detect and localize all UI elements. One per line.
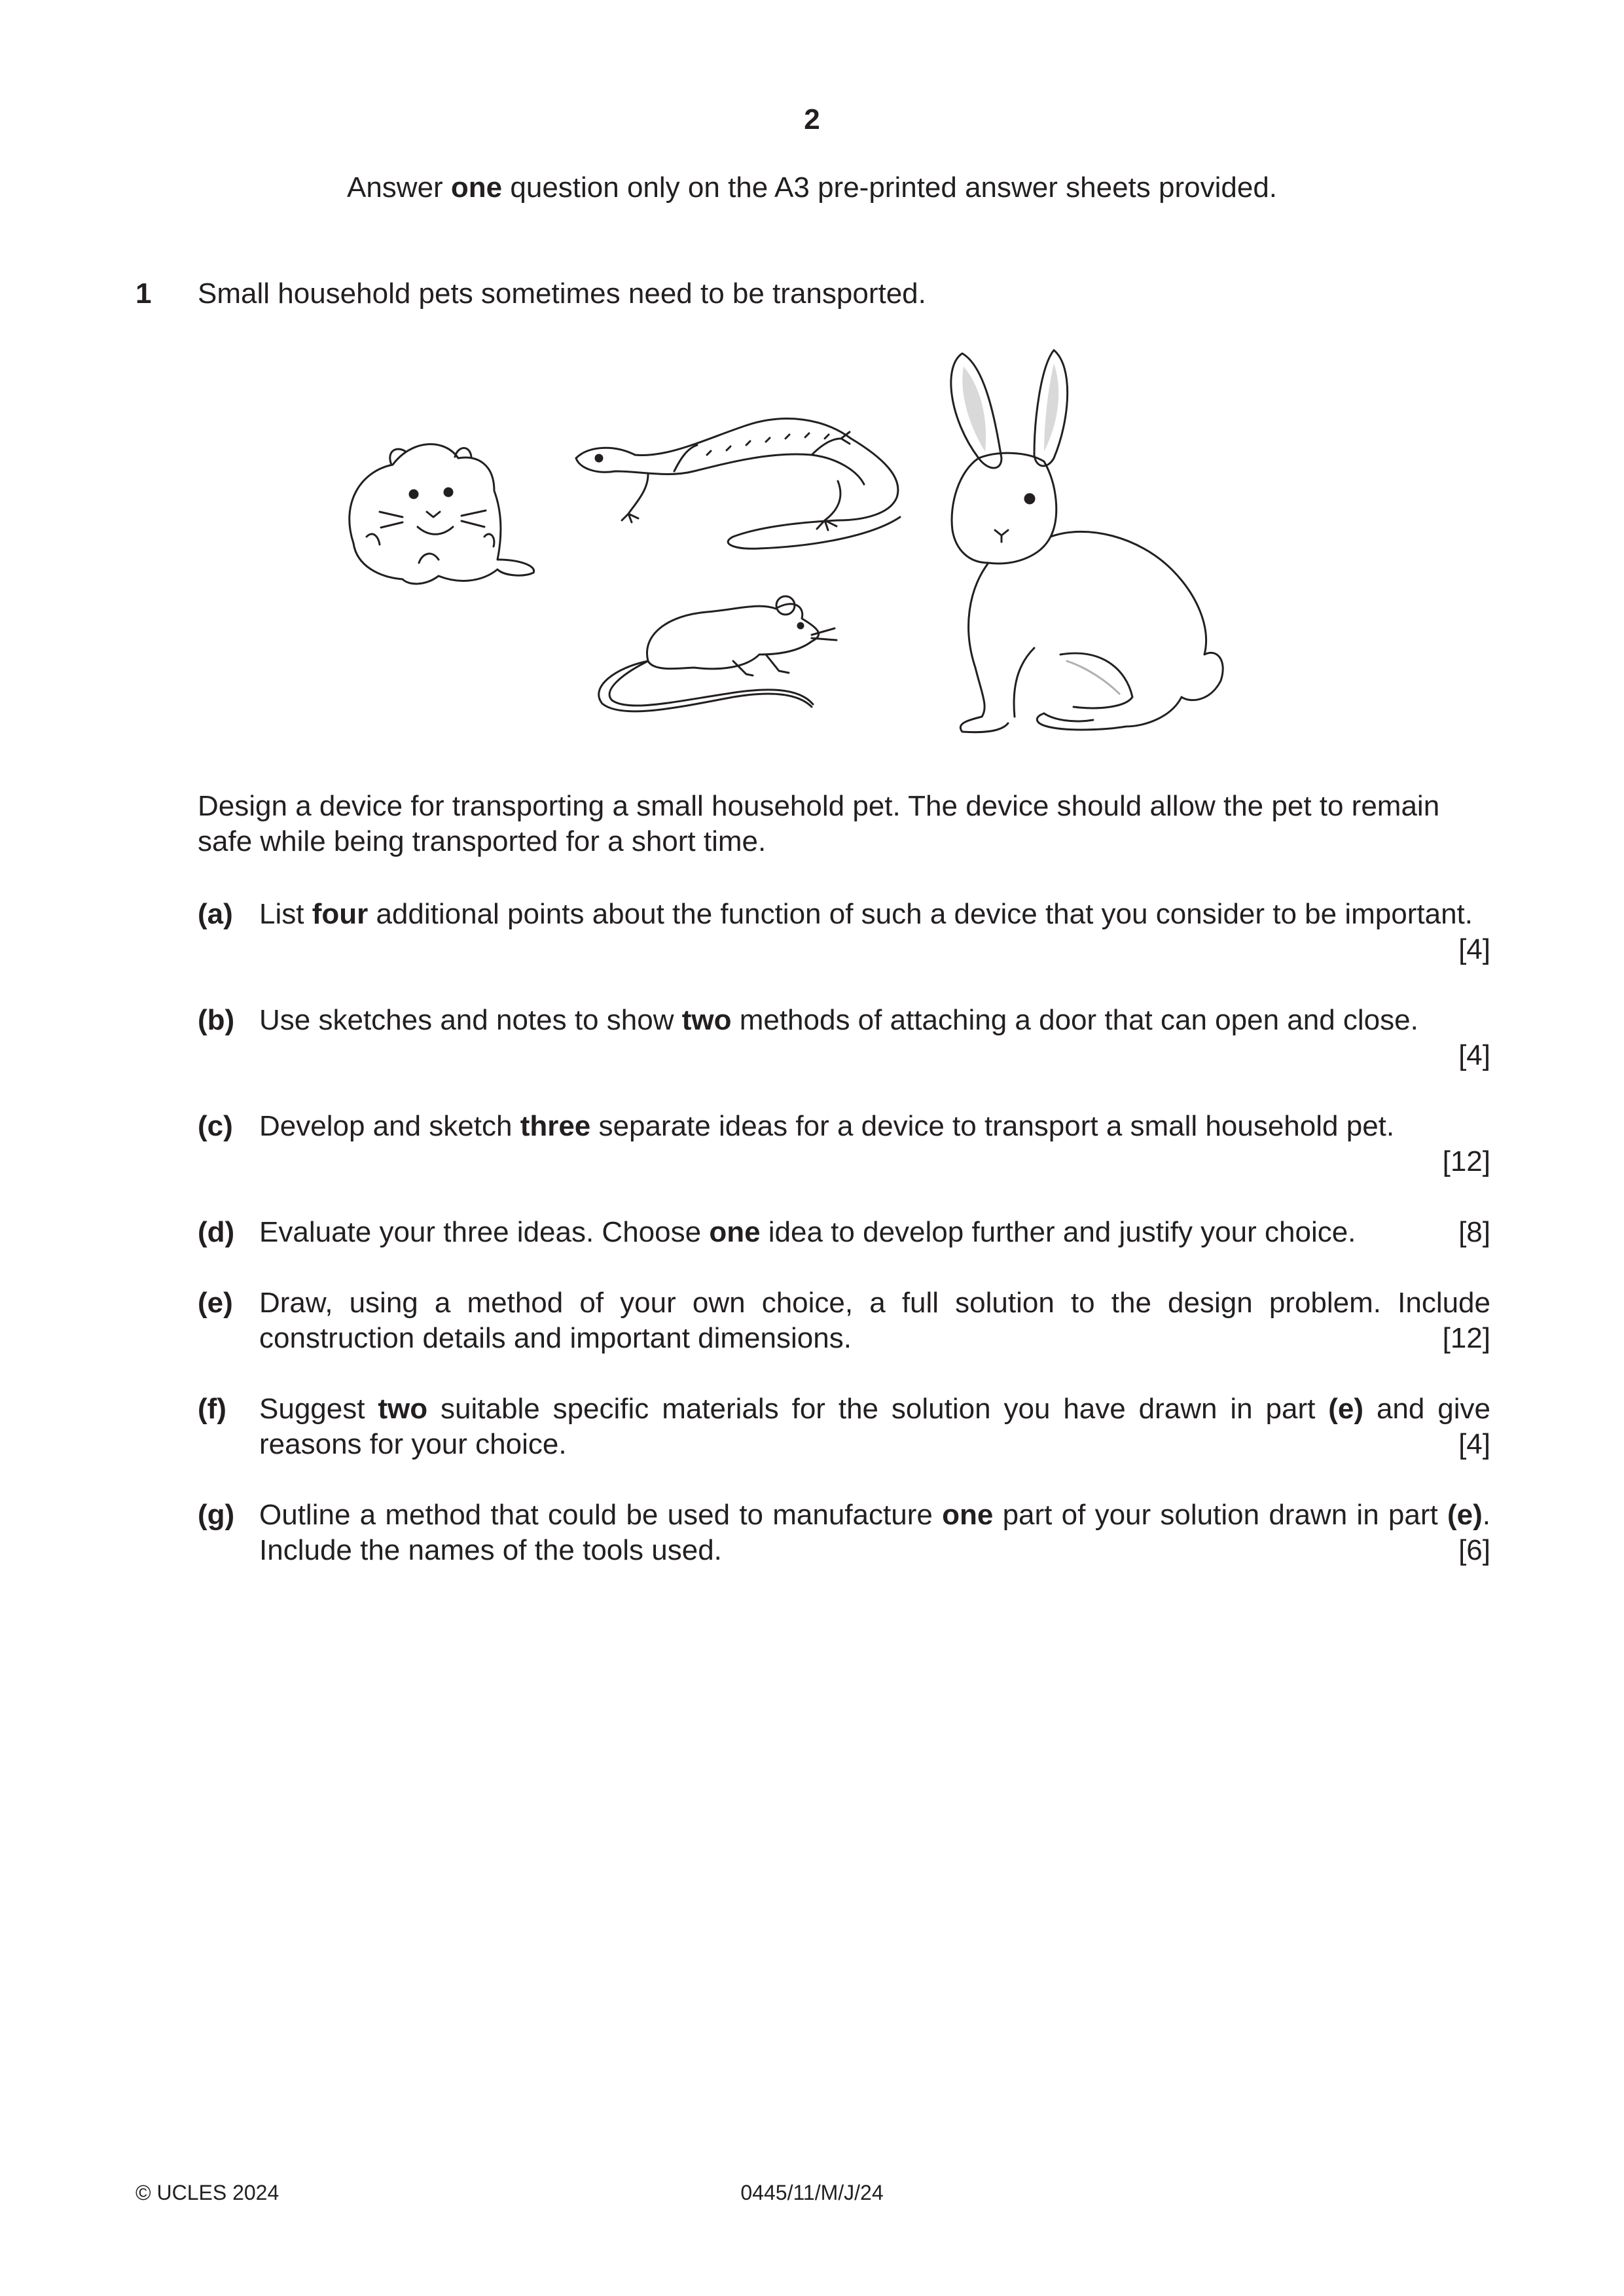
rabbit-drawing [951, 350, 1223, 732]
part-label: (f) [198, 1393, 226, 1425]
marks-allocation: [4] [1458, 933, 1490, 965]
marks-allocation: [4] [1458, 1039, 1490, 1071]
part-text: Use sketches and notes to show two methods of attaching a door that can open and close. [259, 1004, 1418, 1036]
part-text: Draw, using a method of your own choice, a full solution to the design problem. Include construction details and important dimensions. [12] [259, 1285, 1490, 1356]
part-label: (a) [198, 898, 233, 930]
question-part-g [198, 1498, 1490, 1568]
part-text: List four additional points about the function of such a device that you consider to be important. [4] [259, 897, 1490, 932]
pets-illustration [340, 340, 1283, 746]
question-number: 1 [135, 278, 152, 310]
part-label: (e) [198, 1287, 233, 1319]
page-number: 2 [804, 103, 820, 135]
marks-allocation: [4] [1458, 1428, 1490, 1460]
question-part-c [198, 1109, 1490, 1179]
marks-allocation: [12] [1442, 1145, 1490, 1177]
question-stem: Small household pets sometimes need to be transported. [198, 278, 926, 310]
marks-allocation: [6] [1458, 1534, 1490, 1566]
question-intro: Design a device for transporting a small household pet. The device should allow the pet to remain safe while being transported for a short time. [198, 790, 1440, 857]
rubric-instruction: Answer one question only on the A3 pre-printed answer sheets provided. [346, 171, 1278, 204]
hamster-drawing [350, 444, 534, 584]
question-part-d [198, 1215, 1490, 1250]
part-text: Develop and sketch three separate ideas for a device to transport a small household pet. [259, 1110, 1395, 1142]
lizard-drawing [576, 419, 900, 549]
part-label: (b) [198, 1004, 235, 1036]
question-part-e [198, 1285, 1490, 1356]
question-part-a [198, 897, 1490, 967]
part-text: Suggest two suitable specific materials for the solution you have drawn in part (e) and give reasons for your choice. [4] [259, 1391, 1490, 1462]
mouse-drawing [599, 596, 837, 711]
part-text: [8] Evaluate your three ideas. Choose one idea to develop further and justify your choice. [259, 1215, 1490, 1250]
part-label: (d) [198, 1216, 235, 1248]
marks-allocation: [12] [1442, 1322, 1490, 1354]
part-label: (g) [198, 1499, 235, 1531]
paper-code: 0445/11/M/J/24 [740, 2181, 884, 2204]
marks-allocation: [8] [1458, 1216, 1490, 1248]
question-part-b [198, 1003, 1490, 1073]
part-text: Outline a method that could be used to manufacture one part of your solution drawn in part (e). Include the names of the tools used. [6] [259, 1498, 1490, 1568]
copyright-notice: © UCLES 2024 [135, 2181, 280, 2204]
question-part-f [198, 1391, 1490, 1462]
part-label: (c) [198, 1110, 233, 1142]
